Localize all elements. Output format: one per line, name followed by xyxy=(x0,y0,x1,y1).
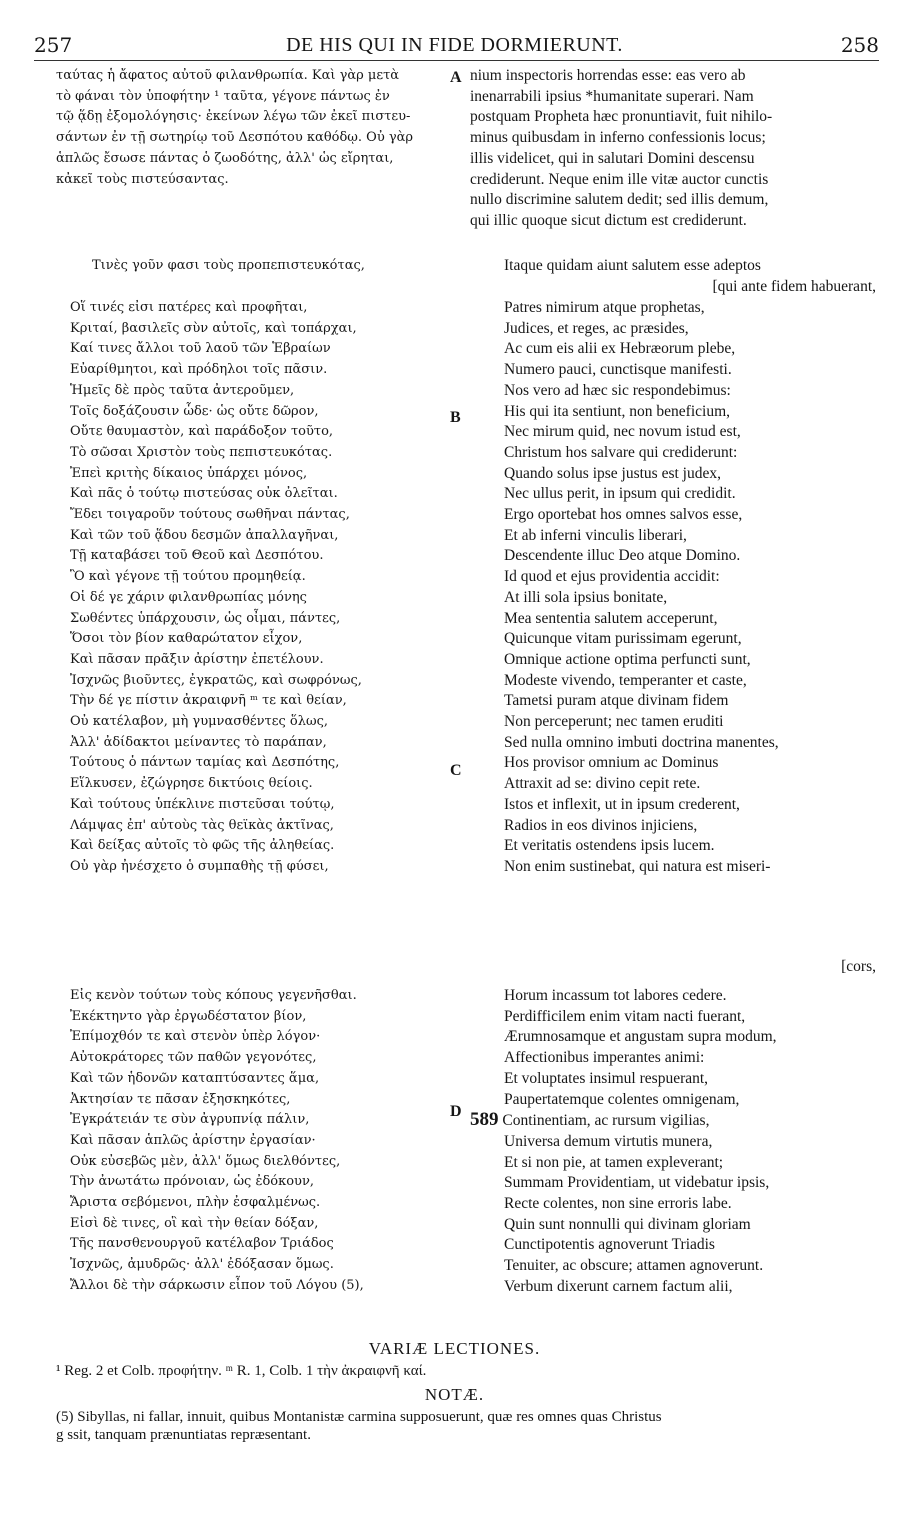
greek-verse-line: Ἡμεῖς δὲ πρὸς ταῦτα ἀντεροῦμεν, xyxy=(70,382,295,398)
latin-verse-line: Patres nimirum atque prophetas, xyxy=(504,299,705,316)
latin-verse-block-1 xyxy=(470,298,880,878)
latin-prose-line: minus quibusdam in inferno confessionis locus; xyxy=(470,129,766,147)
greek-verse-line: Ὅσοι τὸν βίον καθαρώτατον εἶχον, xyxy=(70,631,303,647)
latin-verse-line: Ac cum eis alii ex Hebræorum plebe, xyxy=(504,340,736,358)
latin-verse-line: Et veritatis ostendens ipsis lucem. xyxy=(504,837,715,855)
latin-verse-line: Sed nulla omnino imbuti doctrina manentes, xyxy=(504,733,779,751)
greek-verse-block-2 xyxy=(56,986,446,1297)
latin-verse-line: His qui ita sentiunt, non beneficium, xyxy=(504,402,731,420)
latin-verse-line: Mea sententia salutem acceperunt, xyxy=(504,609,718,627)
latin-prose-line: inenarrabili ipsius *humanitate superari. Nam xyxy=(470,87,754,105)
greek-prose-line: τὸ φάναι τὸν ὑποφήτην ¹ ταῦτα, γέγονε πάντως ἐν xyxy=(56,88,390,104)
greek-verse-line: Ἐπίμοχθόν τε καὶ στενὸν ὑπὲρ λόγον· xyxy=(70,1029,321,1045)
variae-lectiones-title: VARIÆ LECTIONES. xyxy=(368,1339,541,1358)
latin-verse-line: Ærumnosamque et angustam supra modum, xyxy=(504,1028,777,1046)
latin-verse-line: Nec mirum quid, nec novum istud est, xyxy=(504,423,741,441)
latin-prose-line: crediderunt. Neque enim ille vitæ auctor cunctis xyxy=(470,170,769,188)
note-line: g ssit, tanquam prænuntiatas repræsentant. xyxy=(56,1427,311,1443)
latin-prose-line: nium inspectoris horrendas esse: eas vero ab xyxy=(470,67,746,84)
greek-verse-line: Ἐπεὶ κριτὴς δίκαιος ὑπάρχει μόνος, xyxy=(70,465,308,481)
greek-verse-line: Τὴν ἀνωτάτω πρόνοιαν, ὡς ἐδόκουν, xyxy=(70,1174,314,1190)
greek-verse-line: Ἀκτησίαν τε πᾶσαν ἐξησκηκότες, xyxy=(70,1091,291,1107)
latin-verse-line: Numero pauci, cunctisque manifesti. xyxy=(504,361,732,379)
latin-verse-line: Paupertatemque colentes omnigenam, xyxy=(504,1090,740,1108)
greek-verse-line: Οὔτε θαυμαστὸν, καὶ παράδοξον τοῦτο, xyxy=(70,424,334,440)
notae-title: NOTÆ. xyxy=(424,1385,485,1404)
latin-prose-line: nullo discrimine salutem dedit; sed illis demum, xyxy=(470,191,769,209)
greek-verse-line: Τῆς πανσθενουργοῦ κατέλαβον Τριάδος xyxy=(70,1236,334,1252)
greek-verse-line: Οἵ τινές εἰσι πατέρες καὶ προφῆται, xyxy=(70,300,308,315)
greek-verse-line: Καὶ τῶν τοῦ ᾅδου δεσμῶν ἀπαλλαγῆναι, xyxy=(70,527,339,543)
greek-verse-line: Αὐτοκράτορες τῶν παθῶν γεγονότες, xyxy=(70,1050,317,1066)
page-number-left: 257 xyxy=(34,33,73,57)
latin-verse-line: Omnique actione optima perfuncti sunt, xyxy=(504,650,751,668)
latin-verse-line: Perdifficilem enim vitam nacti fuerant, xyxy=(504,1007,746,1025)
running-title: DE HIS QUI IN FIDE DORMIERUNT. xyxy=(286,34,623,56)
latin-verse-line: Nec ullus perit, in ipsum qui credidit. xyxy=(504,485,736,503)
note-line: (5) Sibyllas, ni fallar, innuit, quibus Montanistæ carmina supposuerunt, quæ res omnes quas Christus xyxy=(56,1409,662,1425)
greek-verse-block-1 xyxy=(56,298,446,878)
latin-verse-line: Radios in eos divinos injiciens, xyxy=(504,816,698,834)
latin-verse-line: Quin sunt nonnulli qui divinam gloriam xyxy=(504,1215,751,1233)
latin-verse-line: Descendente illuc Deo atque Domino. xyxy=(504,547,741,565)
latin-verse-continuation-line: [cors, xyxy=(841,958,876,975)
greek-prose-line: τῷ ᾅδῃ ἐξομολόγησις· ἐκείνων λέγω τῶν ἐκεῖ πιστευ- xyxy=(56,109,411,125)
greek-verse-line: Τὴν δέ γε πίστιν ἀκραιφνῆ ᵐ τε καὶ θείαν, xyxy=(70,693,347,709)
greek-verse-line: Τῇ καταβάσει τοῦ Θεοῦ καὶ Δεσπότου. xyxy=(70,548,324,564)
greek-verse-line: Ὃ καὶ γέγονε τῇ τούτου προμηθείᾳ. xyxy=(70,569,306,585)
page-number-right: 258 xyxy=(840,33,879,57)
greek-verse-line: Ἐκέκτηντο γὰρ ἐργωδέστατον βίον, xyxy=(70,1008,307,1024)
latin-verse-line: Attraxit ad se: divino cepit rete. xyxy=(504,775,701,793)
latin-intro xyxy=(470,256,880,297)
latin-prose xyxy=(470,66,880,232)
latin-verse-line: Modeste vivendo, temperanter et caste, xyxy=(504,671,747,689)
latin-intro-line: Itaque quidam aiunt salutem esse adeptos xyxy=(504,257,761,274)
latin-verse-text: Continentiam, ac rursum vigilias, xyxy=(498,1112,710,1130)
variae-lectiones-text: ¹ Reg. 2 et Colb. προφήτην. ᵐ R. 1, Colb. 1 τὴν ἀκραιφνῆ καί. xyxy=(56,1363,427,1379)
latin-verse-line: At illi sola ipsius bonitate, xyxy=(504,588,668,606)
greek-verse-line: Εὐαρίθμητοι, καὶ πρόδηλοι τοῖς πᾶσιν. xyxy=(70,362,328,378)
greek-prose xyxy=(56,66,446,190)
latin-verse-line: Horum incassum tot labores cedere. xyxy=(504,987,727,1004)
latin-verse-line: Non enim sustinebat, qui natura est miseri- xyxy=(504,857,771,875)
greek-verse-line: Τὸ σῶσαι Χριστὸν τοὺς πεπιστευκότας. xyxy=(70,444,333,460)
latin-verse-line: Christum hos salvare qui crediderunt: xyxy=(504,443,738,461)
greek-prose-line: κἀκεῖ τοὺς πιστεύσαντας. xyxy=(56,171,229,187)
greek-verse-line: Τοῖς δοξάζουσιν ὧδε· ὡς οὔτε δῶρον, xyxy=(70,403,319,419)
greek-verse-line: Οὐ κατέλαβον, μὴ γυμνασθέντες ὅλως, xyxy=(70,714,328,730)
latin-verse-continuation xyxy=(470,957,880,978)
greek-verse-line: Οἱ δέ γε χάριν φιλανθρωπίας μόνης xyxy=(70,589,307,605)
greek-verse-line: Ἔδει τοιγαροῦν τούτους σωθῆναι πάντας, xyxy=(70,507,350,523)
latin-verse-line: Id quod et ejus providentia accidit: xyxy=(504,568,720,586)
greek-verse-line: Οὐ γὰρ ἠνέσχετο ὁ συμπαθὴς τῇ φύσει, xyxy=(70,858,329,874)
greek-verse-line: Ἐγκράτειάν τε σὺν ἀγρυπνίᾳ πάλιν, xyxy=(70,1112,310,1128)
latin-verse-line: Judices, et reges, ac præsides, xyxy=(504,319,689,337)
notae-text xyxy=(56,1408,886,1444)
greek-verse-line: Ἀλλ' ἀδίδακτοι μείναντες τὸ παράπαν, xyxy=(70,734,327,750)
latin-verse-line: Tenuiter, ac obscure; attamen agnoverunt. xyxy=(504,1257,764,1275)
latin-verse-line: Et ab inferni vinculis liberari, xyxy=(504,526,687,544)
latin-intro-continuation: [qui ante fidem habuerant, xyxy=(712,277,876,295)
margin-letter-c: C xyxy=(450,762,462,779)
greek-verse-line: Ἄριστα σεβόμενοι, πλὴν ἐσφαλμένως. xyxy=(70,1195,321,1211)
greek-verse-line: Ἰσχνῶς βιοῦντες, ἐγκρατῶς, καὶ σωφρόνως, xyxy=(70,672,362,688)
latin-verse-line: Quicunque vitam purissimam egerunt, xyxy=(504,630,742,648)
greek-verse-line: Ἰσχνῶς, ἀμυδρῶς· ἀλλ' ἐδόξασαν ὅμως. xyxy=(70,1257,334,1273)
greek-verse-line: Εἰς κενὸν τούτων τοὺς κόπους γεγενῆσθαι. xyxy=(70,988,357,1003)
greek-verse-line: Σωθέντες ὑπάρχουσιν, ὡς οἶμαι, πάντες, xyxy=(70,610,341,626)
greek-verse-line: Καί τινες ἄλλοι τοῦ λαοῦ τῶν Ἑβραίων xyxy=(70,341,331,357)
latin-verse-line: Universa demum virtutis munera, xyxy=(504,1132,713,1150)
greek-verse-line: Καὶ τούτους ὑπέκλινε πιστεῦσαι τούτῳ, xyxy=(70,796,335,812)
latin-verse-line: Non perceperunt; nec tamen eruditi xyxy=(504,713,724,731)
latin-prose-line: postquam Propheta hæc pronuntiavit, fuit nihilo- xyxy=(470,108,773,126)
latin-verse-line: Istos et inflexit, ut in ipsum crederent, xyxy=(504,795,740,813)
latin-verse-line: Quando solus ipse justus est judex, xyxy=(504,464,721,482)
greek-intro-line: Τινὲς γοῦν φασι τοὺς προπεπιστευκότας, xyxy=(92,258,365,273)
margin-letter-b: B xyxy=(450,409,461,426)
greek-verse-line: Οὐκ εὐσεβῶς μὲν, ἀλλ' ὅμως διελθόντες, xyxy=(70,1153,341,1169)
greek-prose-line: σάντων ἐν τῇ σωτηρίῳ τοῦ Δεσπότου καθόδῳ. Οὐ γὰρ xyxy=(56,130,414,146)
margin-letter-d: D xyxy=(450,1103,462,1120)
latin-verse-line: Affectionibus imperantes animi: xyxy=(504,1049,705,1067)
latin-verse-line: Cunctipotentis agnoverunt Triadis xyxy=(504,1236,715,1254)
latin-verse-line: Ergo oportebat hos omnes salvos esse, xyxy=(504,506,743,524)
greek-verse-line: Καὶ τῶν ἡδονῶν καταπτύσαντες ἅμα, xyxy=(70,1070,320,1086)
header-rule xyxy=(34,60,879,61)
latin-verse-block-2 xyxy=(470,986,880,1298)
latin-verse-line: Et voluptates insimul respuerant, xyxy=(504,1069,709,1087)
greek-verse-line: Καὶ πᾶς ὁ τούτῳ πιστεύσας οὐκ ὀλεῖται. xyxy=(70,486,338,502)
greek-verse-line: Εἰσὶ δὲ τινες, οἳ καὶ τὴν θείαν δόξαν, xyxy=(70,1215,319,1231)
greek-verse-line: Ἄλλοι δὲ τὴν σάρκωσιν εἶπον τοῦ Λόγου (5), xyxy=(70,1277,364,1293)
latin-verse-line: Hos provisor omnium ac Dominus xyxy=(504,754,719,772)
margin-letter-a: A xyxy=(450,69,462,86)
greek-verse-line: Τούτους ὁ πάντων ταμίας καὶ Δεσπότης, xyxy=(70,755,340,771)
greek-verse-line: Καὶ δείξας αὐτοῖς τὸ φῶς τῆς ἀληθείας. xyxy=(70,838,335,854)
latin-verse-line: Et si non pie, at tamen expleverant; xyxy=(504,1153,724,1171)
latin-verse-line: Tametsi puram atque divinam fidem xyxy=(504,692,729,710)
greek-intro xyxy=(56,256,446,277)
latin-verse-line: Verbum dixerunt carnem factum alii, xyxy=(504,1277,733,1295)
greek-verse-line: Κριταί, βασιλεῖς σὺν αὐτοῖς, καὶ τοπάρχαι, xyxy=(70,320,357,336)
column-number: 589 xyxy=(470,1109,499,1131)
greek-verse-line: Εἵλκυσεν, ἐζώγρησε δικτύοις θείοις. xyxy=(70,776,313,792)
greek-verse-line: Καὶ πᾶσαν ἁπλῶς ἀρίστην ἐργασίαν· xyxy=(70,1132,316,1148)
latin-prose-line: qui illic quoque sicut dictum est crediderunt. xyxy=(470,211,747,229)
latin-prose-line: illis videlicet, qui in salutari Domini descensu xyxy=(470,149,755,167)
latin-verse-line: Nos vero ad hæc sic respondebimus: xyxy=(504,381,731,399)
greek-verse-line: Λάμψας ἐπ' αὐτοὺς τὰς θεϊκὰς ἀκτῖνας, xyxy=(70,817,334,833)
latin-verse-line xyxy=(470,1110,880,1132)
latin-verse-line: Recte colentes, non sine erroris labe. xyxy=(504,1195,732,1213)
greek-prose-line: ἁπλῶς ἔσωσε πάντας ὁ ζωοδότης, ἀλλ' ὡς εἴρηται, xyxy=(56,150,394,166)
greek-prose-line: ταύτας ἡ ἄφατος αὐτοῦ φιλανθρωπία. Καὶ γὰρ μετὰ xyxy=(56,68,400,83)
latin-verse-line: Summam Providentiam, ut videbatur ipsis, xyxy=(504,1174,770,1192)
greek-verse-line: Καὶ πᾶσαν πρᾶξιν ἀρίστην ἐπετέλουν. xyxy=(70,651,324,667)
